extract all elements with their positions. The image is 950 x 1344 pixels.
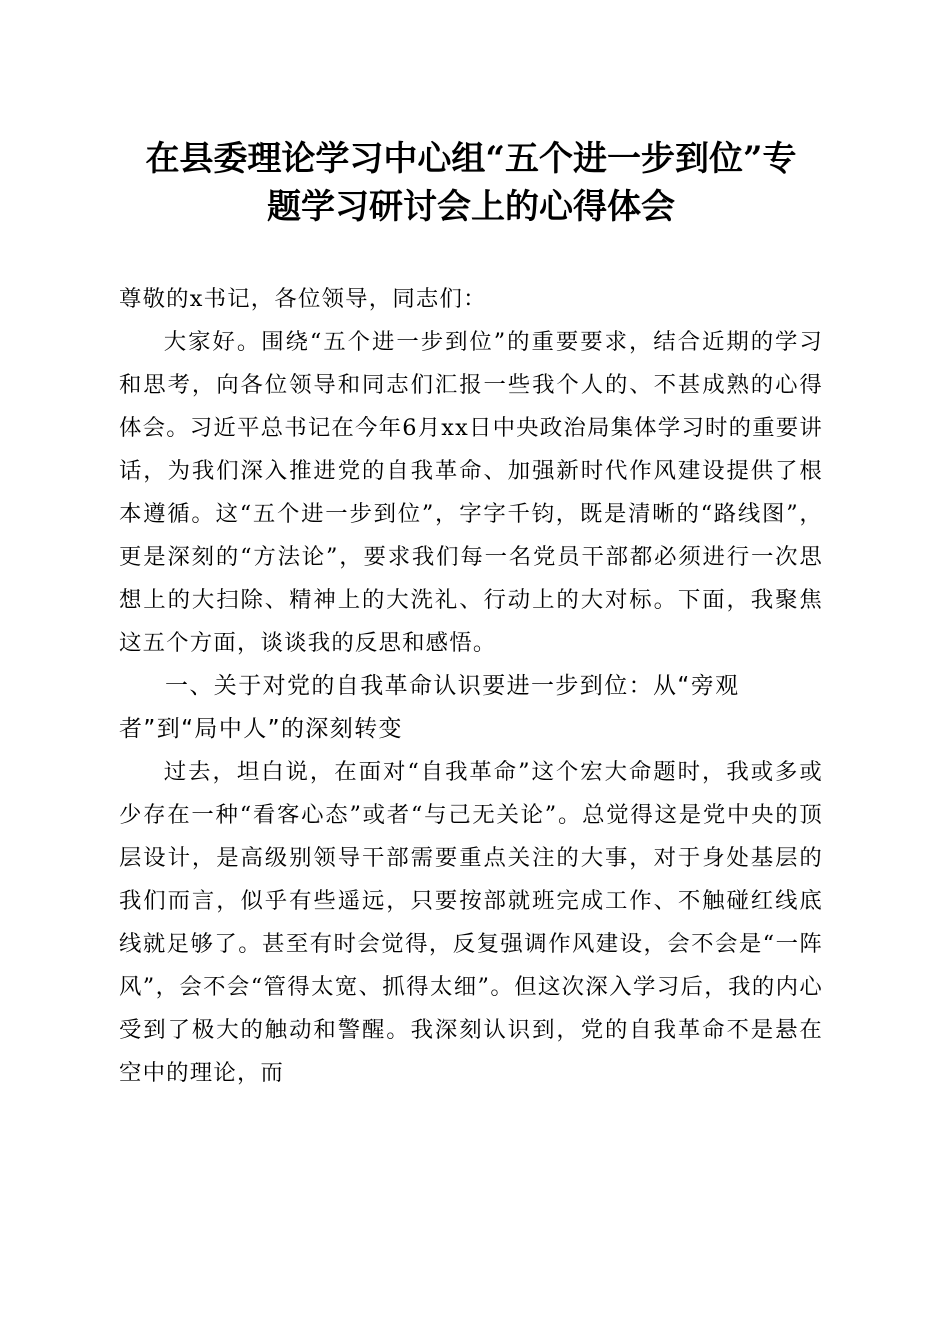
document-title-line-2: 题学习研讨会上的心得体会 [267,187,675,227]
document-title-line-1: 在县委理论学习中心组“五个进一步到位”专 [145,139,797,179]
intro-paragraph: 大家好。围绕“五个进一步到位”的重要要求，结合近期的学习和思考，向各位领导和同志们汇报一些我个人的、不甚成熟的心得体会。习近平总书记在今年6月xx日中央政治局集体学习时的重要讲话，为我们深入推进党的自我革命、加强新时代作风建设提供了根本遵循。这“五个进一步到位”，字字千钧，既是清晰的“路线图”，更是深刻的“方法论”，要求我们每一名党员干部都必须进行一次思想上的大扫除、精神上的大洗礼、行动上的大对标。下面，我聚焦这五个方面，谈谈我的反思和感悟。 [119,329,823,656]
section-1-heading: 一、关于对党的自我革命认识要进一步到位：从“旁观者”到“局中人”的深刻转变 [119,673,740,742]
document-content [119,135,823,1095]
document-title [119,135,823,231]
salutation: 尊敬的x书记，各位领导，同志们： [119,286,487,312]
document-body [119,278,823,1095]
section-1-paragraph: 过去，坦白说，在面对“自我革命”这个宏大命题时，我或多或少存在一种“看客心态”或者“与己无关论”。总觉得这是党中央的顶层设计，是高级别领导干部需要重点关注的大事，对于身处基层的我们而言，似乎有些遥远，只要按部就班完成工作、不触碰红线底线就足够了。甚至有时会觉得，反复强调作风建设，会不会是“一阵风”，会不会“管得太宽、抓得太细”。但这次深入学习后，我的内心受到了极大的触动和警醒。我深刻认识到，党的自我革命不是悬在空中的理论，而 [119,759,823,1086]
